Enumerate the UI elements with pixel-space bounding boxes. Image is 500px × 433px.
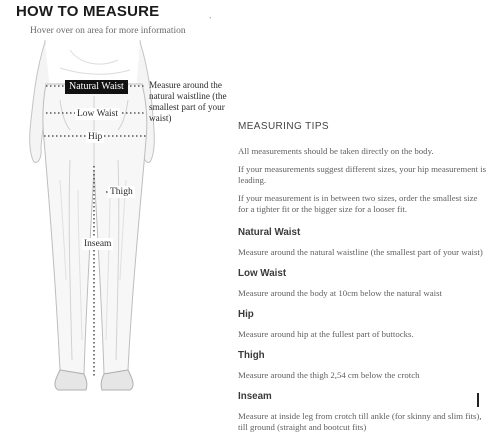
- page-title: HOW TO MEASURE: [16, 3, 160, 20]
- stray-mark: `: [209, 16, 212, 25]
- section-title-hip: Hip: [238, 309, 254, 320]
- tip-paragraph: If your measurements suggest different sizes, your hip measurement is leading.: [238, 164, 487, 185]
- section-title-natural-waist: Natural Waist: [238, 227, 301, 238]
- torso-outline: [44, 40, 142, 84]
- section-body-thigh: Measure around the thigh 2,54 cm below the crotch: [238, 370, 420, 380]
- section-body-inseam: Measure at inside leg from crotch till ankle (for skinny and slim fits), till ground (straight and bootcut fits): [238, 411, 482, 432]
- inseam-hotspot[interactable]: Inseam: [84, 239, 112, 249]
- scrollbar-thumb[interactable]: [477, 393, 479, 407]
- tip-paragraph: All measurements should be taken directly on the body.: [238, 146, 434, 156]
- hover-callout: Measure around the natural waistline (the smallest part of your waist): [149, 80, 227, 123]
- thigh-hotspot[interactable]: Thigh: [110, 187, 133, 197]
- shirt-folds: [60, 50, 130, 74]
- section-title-thigh: Thigh: [238, 350, 265, 361]
- tip-paragraph: If your measurement is in between two sizes, order the smallest size for a tighter fit or the bigger size for a looser fit.: [238, 193, 478, 214]
- section-title-low-waist: Low Waist: [238, 268, 287, 279]
- section-title-inseam: Inseam: [238, 391, 272, 402]
- trousers: [43, 84, 147, 374]
- section-body-low-waist: Measure around the body at 10cm below the natural waist: [238, 288, 442, 298]
- tips-heading: MEASURING TIPS: [238, 121, 329, 132]
- hip-hotspot[interactable]: Hip: [88, 132, 103, 142]
- natural-waist-hotspot[interactable]: Natural Waist: [65, 80, 128, 94]
- section-body-natural-waist: Measure around the natural waistline (the smallest part of your waist): [238, 247, 483, 257]
- measuring-tips-panel: [238, 121, 488, 433]
- low-waist-hotspot[interactable]: Low Waist: [77, 109, 119, 119]
- section-body-hip: Measure around hip at the fullest part of buttocks.: [238, 329, 414, 339]
- hover-instruction: Hover over on area for more information: [30, 26, 186, 36]
